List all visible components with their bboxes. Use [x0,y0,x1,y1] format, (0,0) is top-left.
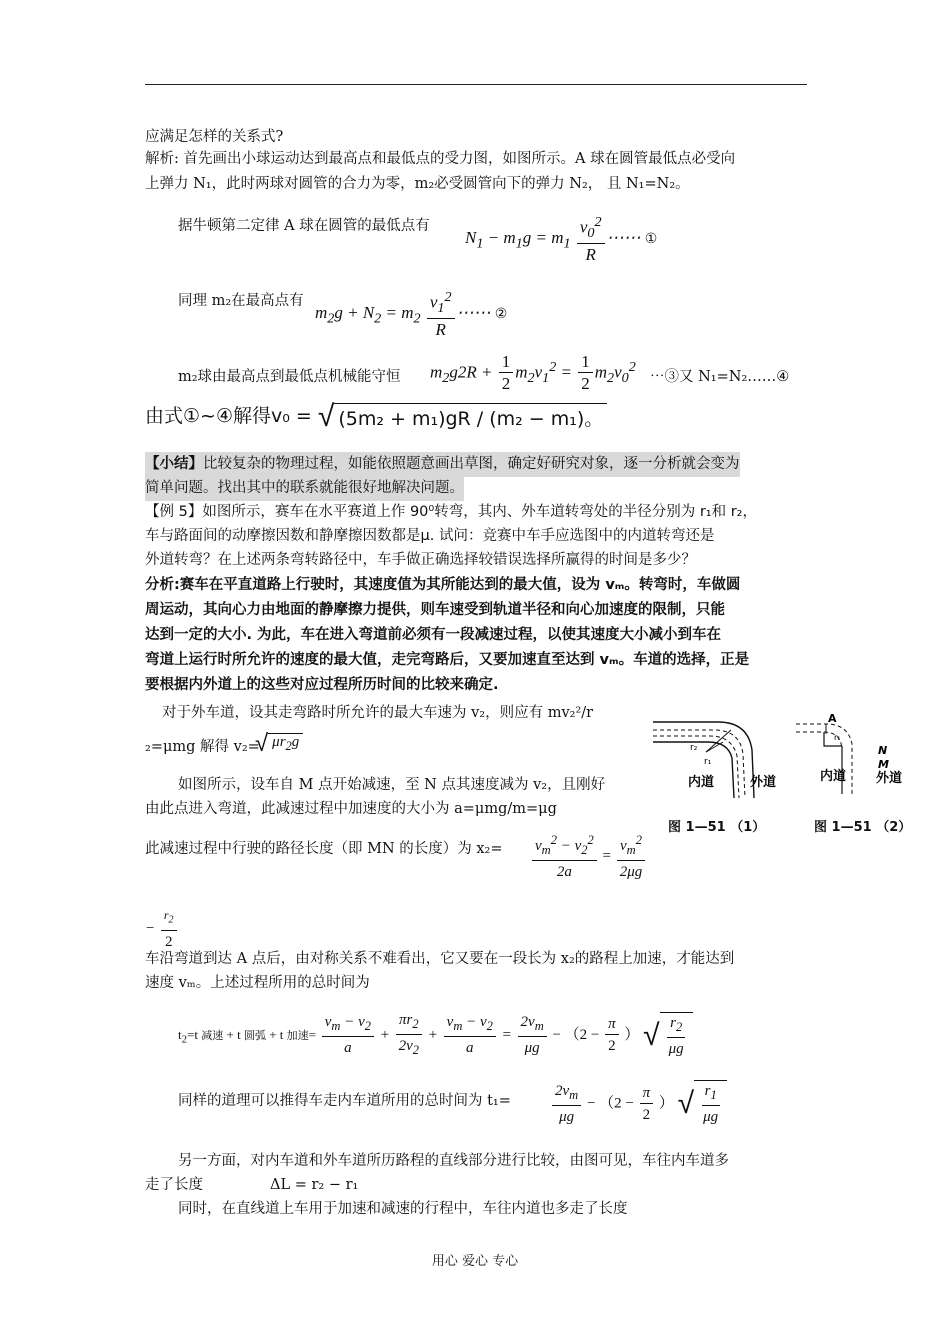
text-line: ⋯③又 N₁=N₂……④ [650,369,790,385]
figure-1-caption: 图 1—51 （1） [668,820,766,835]
text-line: 走了长度 [145,1177,203,1193]
equation-v2: √ $\mu r_2g$ [255,728,303,758]
page-footer: 用心 爱心 专心 [431,1254,519,1269]
analysis-line: 周运动，其向心力由地面的静摩擦力提供，则车速受到轨道半径和向心加速度的限制，只能 [145,602,725,618]
analysis-line: 弯道上运行时所允许的速度的最大值，走完弯路后，又要加速直至达到 vₘ。车道的选择，正是 [145,652,750,668]
result-label: 由式①~④解得v₀ = [145,405,312,427]
text-line: 同理 m₂在最高点有 [178,293,304,309]
inner-label: 内道 [820,769,847,784]
analysis-line: 要根据内外道上的这些对应过程所历时间的比较来确定. [145,677,499,693]
summary-tag: 【小结】 [145,456,203,472]
figure-2-caption: 图 1—51 （2） [814,820,912,835]
outer-label: 外道 [876,771,903,786]
text-line: 车沿弯道到达 A 点后，由对称关系不难看出，它又要在一段长为 x₂的路程上加速，才能达到 [145,951,735,967]
figure-2-diagram [790,710,910,800]
text-line: 对于外车道，设其走弯路时所允许的最大车速为 v₂，则应有 mv₂²/r [162,705,594,721]
text-line: 此减速过程中行驶的路径长度（即 MN 的长度）为 x₂= [145,841,503,857]
figure-1-diagram [648,700,788,800]
point-N-label: N [878,744,888,757]
text-line: 另一方面，对内车道和外车道所历路程的直线部分进行比较，由图可见，车往内车道多 [178,1153,729,1169]
text-line: 应满足怎样的关系式? [145,129,284,145]
text-line: 车与路面间的动摩擦因数和静摩擦因数都是μ. 试问：竞赛中车手应选图中的内道转弯还是 [145,528,715,544]
result-radicand: (5m₂ + m₁)gR / (m₂ − m₁)。 [334,403,607,431]
analysis-line: 达到一定的大小. 为此，车在进入弯道前必须有一段减速过程，以使其速度大小减小到车在 [145,627,722,643]
text-line: 外道转弯？在上述两条弯转路径中，车手做正确选择较错误选择所赢得的时间是多少？ [145,552,696,568]
radius-r1-line [706,742,723,752]
text-line: ΔL = r₂ − r₁ [270,1177,359,1193]
r1-label: r₁ [704,757,712,767]
text-line: 如图所示，设车自 M 点开始减速，至 N 点其速度减为 v₂，且刚好 [178,777,606,793]
text-line: 解析: 首先画出小球运动达到最高点和最低点的受力图，如图所示。A 球在圆管最低点必受向 [145,151,736,167]
summary-text: 比较复杂的物理过程，如能依照题意画出草图，确定好研究对象，逐一分析就会变为 [203,456,740,472]
equation-x2: $\frac{v_m^2 - v_2^2}{2a}$ = $\frac{v_m^2}{2\mu g}$ [530,830,647,883]
equation-1: $N_1 - m_1g = m_1$ $\frac{v_0^2}{R}$ ⋯⋯ ① [465,214,658,265]
point-A-label: A [828,712,837,725]
point-M-label: M [878,758,889,771]
equation-t1: $\frac{2v_m}{\mu g}$ − （2 − $\frac{\pi}{2}$ ） √ $\frac{r_1}{\mu g}$ [550,1080,727,1128]
text-line: 同样的道理可以推得车走内车道所用的总时间为 t₁= [178,1093,511,1109]
equation-2: $m_2g + N_2 = m_2$ $\frac{v_1^2}{R}$ ⋯⋯ ② [315,289,508,340]
text-line: m₂球由最高点到最低点机械能守恒 [178,369,401,385]
r2-label: r₂ [690,743,698,753]
result-equation: 由式①~④解得v₀ = √ (5m₂ + m₁)gR / (m₂ − m₁)。 [145,401,607,432]
text-line: 上弹力 N₁，此时两球对圆管的合力为零，m₂必受圆管向下的弹力 N₂， 且 N₁=N₂。 [145,176,690,192]
equation-3: $m_2g2R$ + $\frac{1}{2}$ $m_2v_1^2$ = $\frac{1}{2}$ $m_2v_0^2$ [430,352,636,393]
text-line: 速度 vₘ。上述过程所用的总时间为 [145,975,370,991]
text-line: 由此点进入弯道，此减速过程中加速度的大小为 a=μmg/m=μg [145,801,557,817]
text-line: 【例 5】如图所示，赛车在水平赛道上作 90⁰转弯，其内、外车道转弯处的半径分别为 r₁和 r₂， [145,504,757,520]
outer-label: 外道 [750,775,777,790]
analysis-line: 分析:赛车在平直道路上行驶时，其速度值为其所能达到的最大值，设为 vₘ。转弯时，车做圆 [145,577,741,593]
equation-x2-tail: − $\frac{r_2}{2}$ [145,905,179,953]
equation-t2: $t_2=t$ 减速 + t 圆弧 + t 加速= $\frac{v_m - v_2}{a}$ + $\frac{\pi r_2}{2v_2}$ + $\frac{v_m - v_2}{a}$ = $\frac{2v_m}{\mu g}$ − （2 − $\frac{\pi}{2}$ ） √ $\frac{r_2}{\mu g}$ [178,1010,693,1061]
text-line: 同时，在直线道上车用于加速和减速的行程中，车往内道也多走了长度 [178,1201,628,1217]
summary-line-1 [145,452,740,477]
text-line: 据牛顿第二定律 A 球在圆管的最低点有 [178,218,430,234]
text-line: ₂=μmg 解得 v₂= [145,739,260,755]
summary-line-2: 简单问题。找出其中的联系就能很好地解决问题。 [145,476,464,501]
header-rule [145,84,807,85]
inner-label: 内道 [688,775,715,790]
r1-label: r₁ [834,733,841,742]
